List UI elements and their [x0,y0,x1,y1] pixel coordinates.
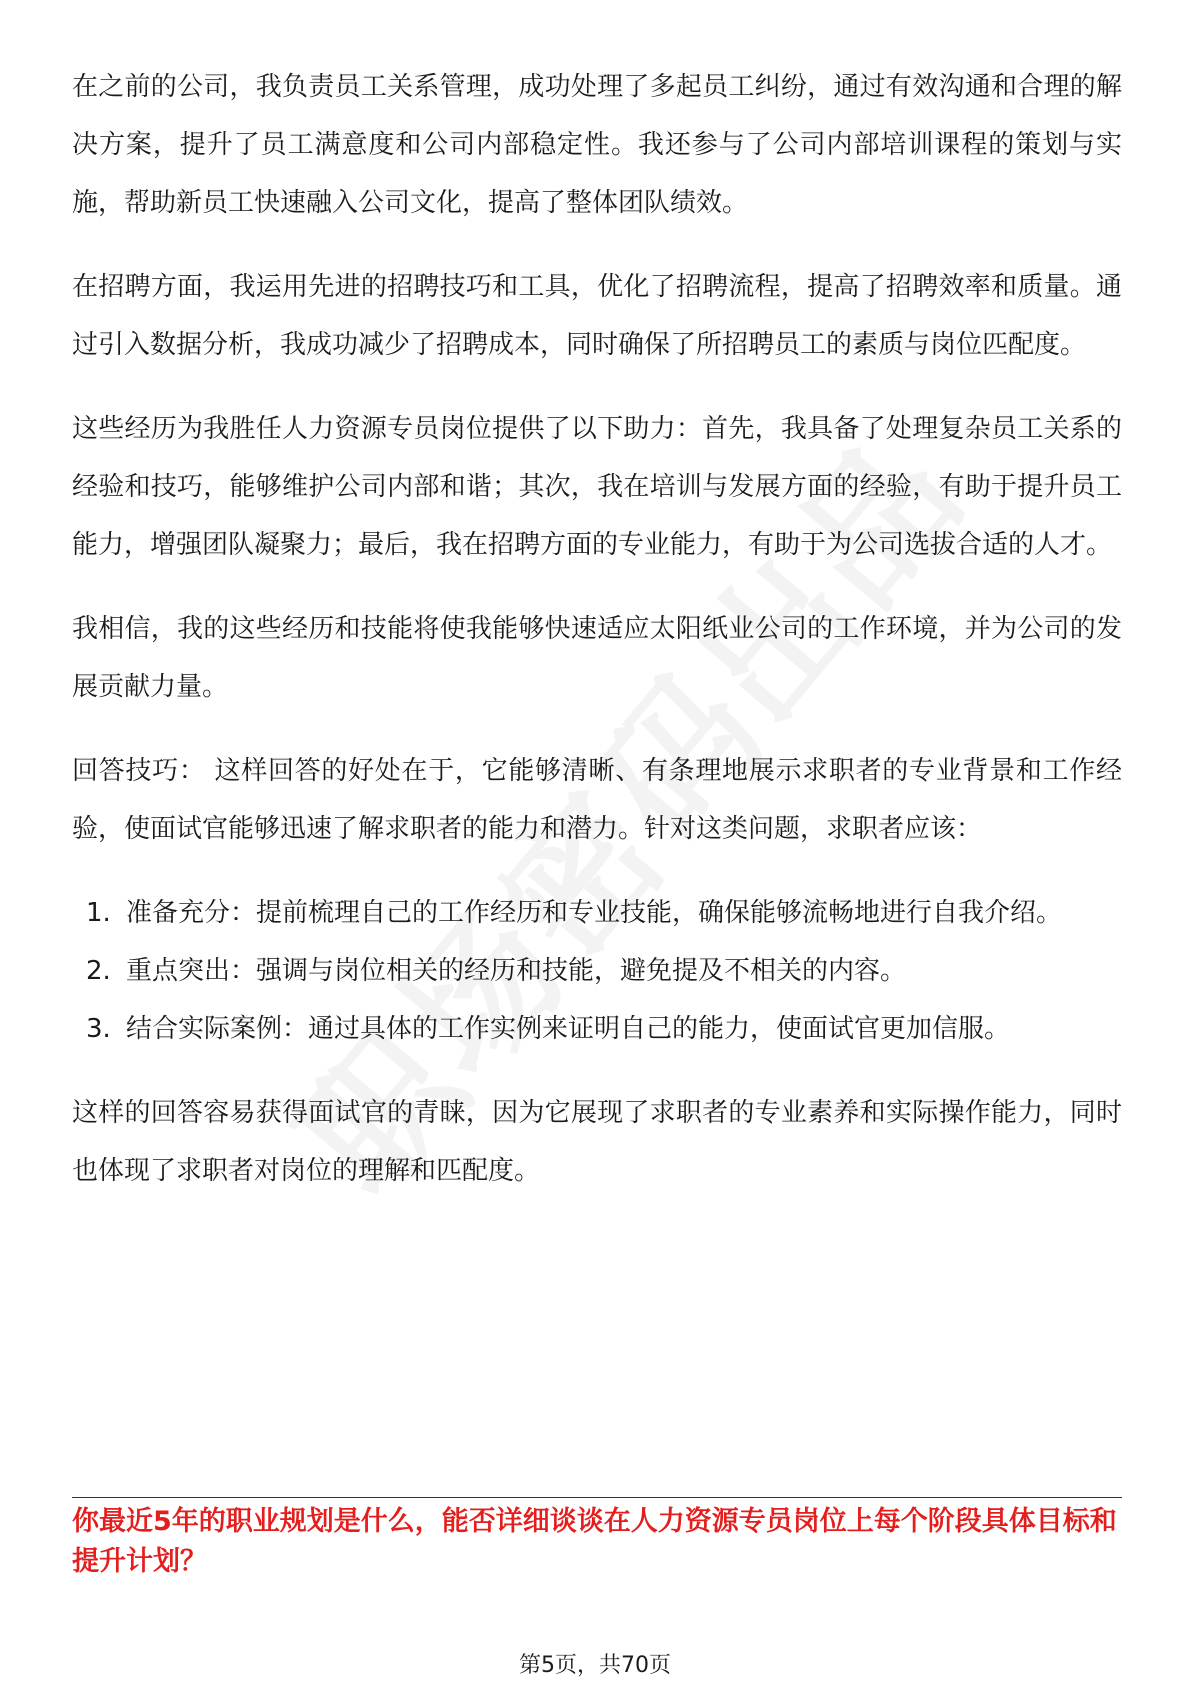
section-divider [72,1497,1122,1498]
list-number: 2. [86,956,111,986]
paragraph-closing: 这样的回答容易获得面试官的青睐，因为它展现了求职者的专业素养和实际操作能力，同时也体现了求职者对岗位的理解和匹配度。 [72,1098,1122,1186]
paragraph-experience: 在之前的公司，我负责员工关系管理，成功处理了多起员工纠纷，通过有效沟通和合理的解决方案，提升了员工满意度和公司内部稳定性。我还参与了公司内部培训课程的策划与实施，帮助新员工快速融入公司文化，提高了整体团队绩效。 [72,72,1122,218]
paragraph-answer-tips: 回答技巧： 这样回答的好处在于，它能够清晰、有条理地展示求职者的专业背景和工作经验，使面试官能够迅速了解求职者的能力和潜力。针对这类问题，求职者应该： [72,756,1122,844]
list-text: 重点突出：强调与岗位相关的经历和技能，避免提及不相关的内容。 [126,956,907,986]
tips-list [72,884,1122,1058]
page-footer: 第5页，共70页 [519,1653,671,1678]
list-text: 结合实际案例：通过具体的工作实例来证明自己的能力，使面试官更加信服。 [126,1014,1011,1044]
list-item [72,942,1122,1000]
list-number: 1. [86,898,111,928]
page-content [72,58,1122,1226]
next-question-heading: 你最近5年的职业规划是什么，能否详细谈谈在人力资源专员岗位上每个阶段具体目标和提升计划？ [72,1506,1117,1577]
paragraph-contribution: 这些经历为我胜任人力资源专员岗位提供了以下助力：首先，我具备了处理复杂员工关系的经验和技巧，能够维护公司内部和谐；其次，我在培训与发展方面的经验，有助于提升员工能力，增强团队凝聚力；最后，我在招聘方面的专业能力，有助于为公司选拔合适的人才。 [72,414,1122,560]
paragraph-recruiting: 在招聘方面，我运用先进的招聘技巧和工具，优化了招聘流程，提高了招聘效率和质量。通过引入数据分析，我成功减少了招聘成本，同时确保了所招聘员工的素质与岗位匹配度。 [72,272,1122,360]
list-item [72,1000,1122,1058]
list-text: 准备充分：提前梳理自己的工作经历和专业技能，确保能够流畅地进行自我介绍。 [126,898,1063,928]
list-number: 3. [86,1014,111,1044]
paragraph-belief: 我相信，我的这些经历和技能将使我能够快速适应太阳纸业公司的工作环境，并为公司的发展贡献力量。 [72,614,1122,702]
list-item [72,884,1122,942]
